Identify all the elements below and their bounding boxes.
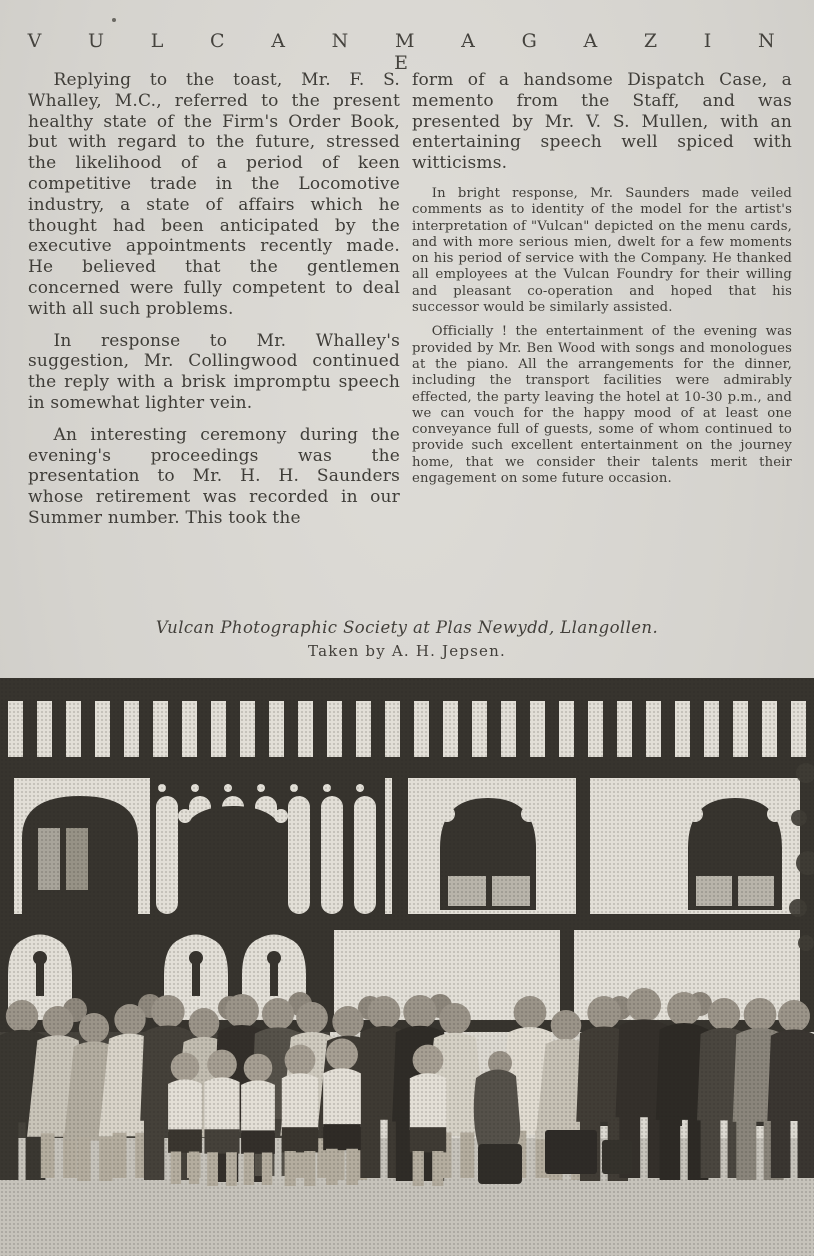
photograph [0,678,814,1256]
caption-title: Vulcan Photographic Society at Plas Newydd, Llangollen. [155,618,659,637]
right-column [412,70,792,540]
paragraph: Replying to the toast, Mr. F. S. Whalley, M.C., referred to the present healthy state of the Firm's Order Book, but with regard to the future, stressed the likelihood of a period of keen competitive trade in the Locomotive industry, a state of affairs which he thought had been anticipated by the executive appointments recently made. He believed that the gentlemen concerned were fully competent to deal with all such problems. [28,70,400,319]
paragraph: In bright response, Mr. Saunders made veiled comments as to identity of the model for the artist's interpretation of "Vulcan" depicted on the menu cards, and with more serious mien, dwelt for a few moments on his period of service with the Company. He thanked all employees at the Vulcan Foundry for their willing and pleasant co-operation and hoped that his successor would be similarly assisted. [412,185,792,316]
right-column-rest [412,186,792,487]
paragraph: Officially ! the entertainment of the evening was provided by Mr. Ben Wood with songs and monologues at the piano. All the arrangements for the dinner, including the transport facilities were admirably effected, the party leaving the hotel at 10-30 p.m., and we can vouch for the happy mood of at least one conveyance full of guests, some of whom continued to provide such excellent entertainment on the journey home, that we consider their talents merit their engagement on some future occasion. [412,324,792,487]
photo-caption [0,618,814,660]
magazine-title: V U L C A N M A G A Z I N E [27,30,787,74]
scan-mark [112,18,116,22]
left-column [28,70,400,540]
photograph-illustration [0,678,814,1256]
paragraph: An interesting ceremony during the evening's proceedings was the presentation to Mr. H. H. Saunders whose retirement was recorded in our Summer number. This took the [28,424,400,528]
lead-paragraph: form of a handsome Dispatch Case, a memento from the Staff, and was presented by Mr. V. S. Mullen, with an entertaining speech well spiced with witticisms. [412,70,792,174]
paragraph: In response to Mr. Whalley's suggestion, Mr. Collingwood continued the reply with a brisk impromptu speech in somewhat lighter vein. [28,330,400,413]
caption-credit: Taken by A. H. Jepsen. [308,642,506,660]
text-columns [28,70,792,540]
